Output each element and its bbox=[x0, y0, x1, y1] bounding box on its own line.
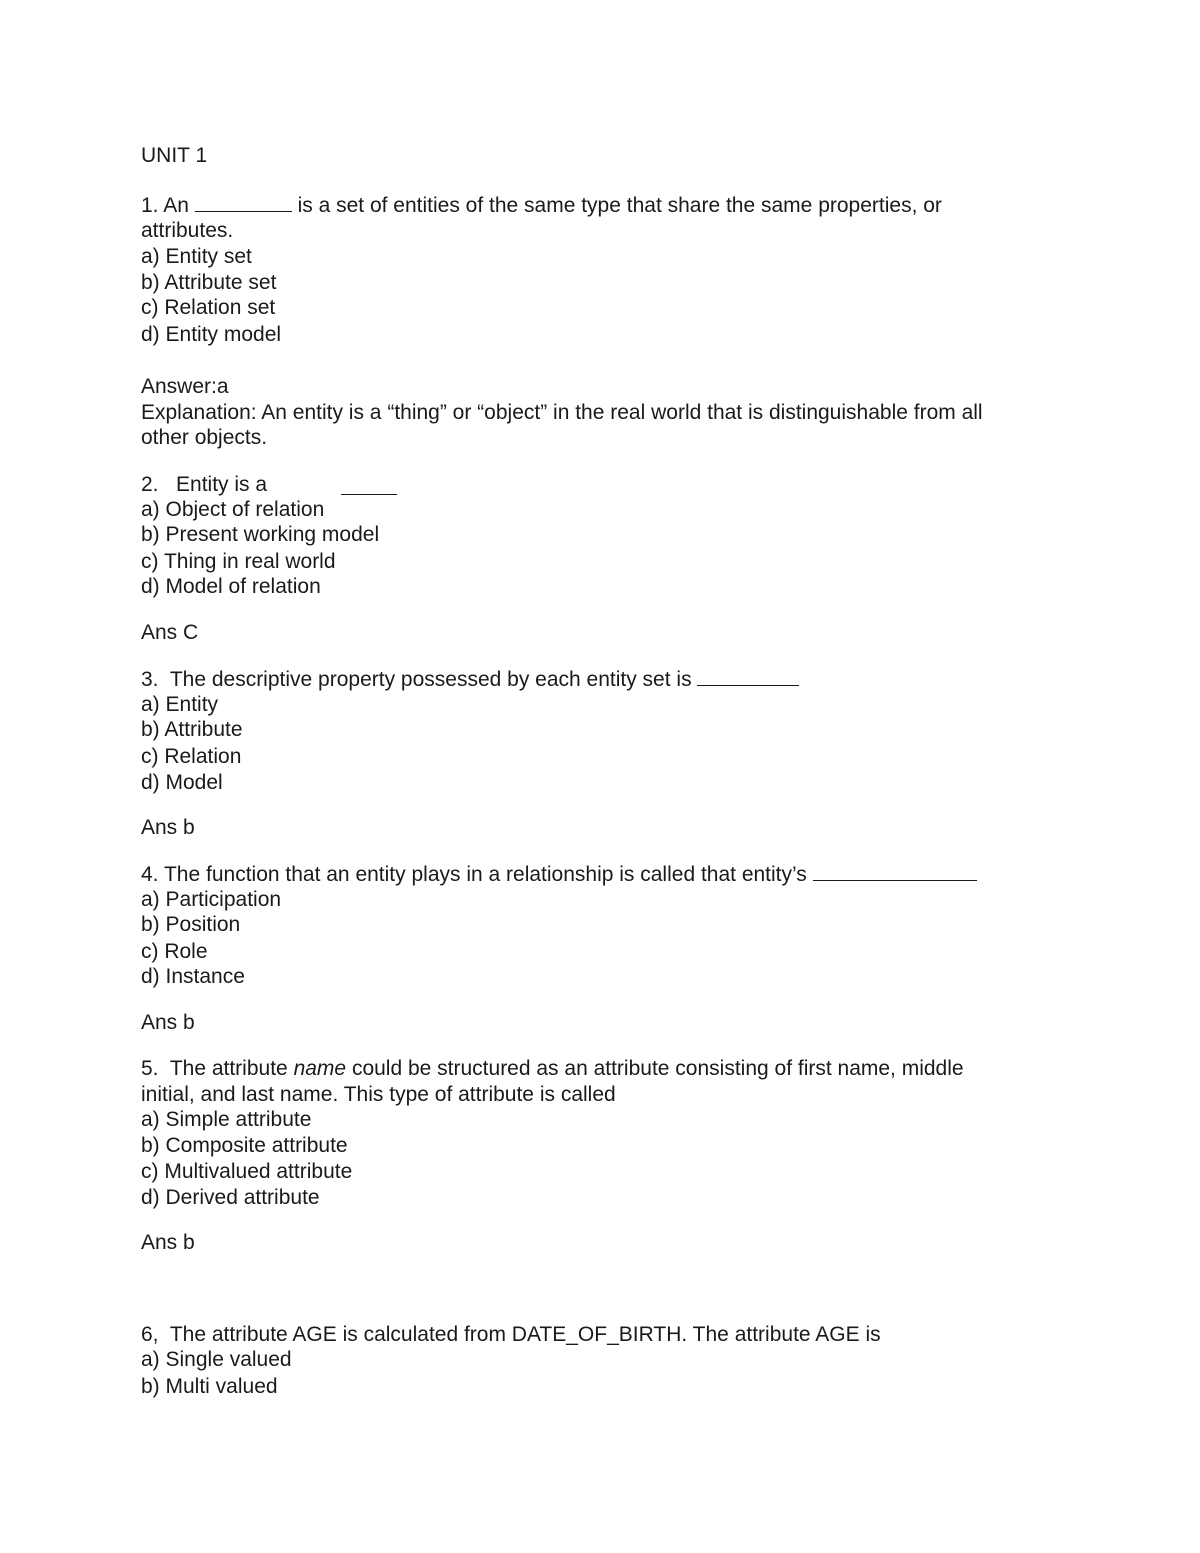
question-3 bbox=[141, 667, 799, 693]
explanation-line-1: Explanation: An entity is a “thing” or “object” in the real world that is distinguishable from all bbox=[141, 401, 983, 424]
question-number: 4. bbox=[141, 863, 159, 886]
unit-title: UNIT 1 bbox=[141, 144, 208, 167]
question-text-end: could be structured as an attribute consisting of first name, middle bbox=[351, 1057, 964, 1080]
question-number: 2. bbox=[141, 473, 159, 496]
question-6 bbox=[141, 1322, 881, 1348]
question-1-continued: attributes. bbox=[141, 219, 234, 242]
question-text-end: is a set of entities of the same type that share the same properties, or bbox=[297, 194, 942, 217]
question-2 bbox=[141, 472, 267, 498]
italic-term: name bbox=[293, 1057, 347, 1080]
question-text: The function that an entity plays in a relationship is called that entity’s bbox=[163, 863, 807, 886]
option-a: a) Simple attribute bbox=[141, 1108, 312, 1131]
question-text: Entity is a bbox=[176, 473, 268, 496]
option-b: b) Multi valued bbox=[141, 1375, 278, 1398]
option-b: b) Position bbox=[141, 913, 241, 936]
option-a: a) Single valued bbox=[141, 1348, 292, 1371]
option-d: d) Entity model bbox=[141, 323, 282, 346]
option-c: c) Relation set bbox=[141, 296, 276, 319]
answer-blank bbox=[195, 193, 292, 212]
option-a: a) Participation bbox=[141, 888, 282, 911]
option-b: b) Attribute set bbox=[141, 271, 277, 294]
option-d: d) Model bbox=[141, 771, 223, 794]
question-number: 6, bbox=[141, 1323, 159, 1346]
option-a: a) Object of relation bbox=[141, 498, 325, 521]
option-c: c) Relation bbox=[141, 745, 242, 768]
option-d: d) Model of relation bbox=[141, 575, 321, 598]
question-1 bbox=[141, 193, 942, 219]
option-a: a) Entity set bbox=[141, 245, 252, 268]
question-number: 3. bbox=[141, 668, 159, 691]
question-text-start: An bbox=[163, 194, 189, 217]
option-b: b) Attribute bbox=[141, 718, 243, 741]
answer-1: Answer:a bbox=[141, 375, 229, 398]
option-c: c) Thing in real world bbox=[141, 550, 336, 573]
option-b: b) Composite attribute bbox=[141, 1134, 348, 1157]
answer-3: Ans b bbox=[141, 816, 195, 839]
question-5 bbox=[141, 1056, 964, 1082]
answer-4: Ans b bbox=[141, 1011, 195, 1034]
question-text: The descriptive property possessed by each entity set is bbox=[169, 668, 692, 691]
option-b: b) Present working model bbox=[141, 523, 380, 546]
option-d: d) Instance bbox=[141, 965, 245, 988]
explanation-line-2: other objects. bbox=[141, 426, 268, 449]
question-number: 1. bbox=[141, 194, 159, 217]
answer-blank bbox=[697, 667, 799, 686]
answer-blank bbox=[341, 476, 397, 495]
answer-2: Ans C bbox=[141, 621, 199, 644]
option-c: c) Role bbox=[141, 940, 208, 963]
question-number: 5. bbox=[141, 1057, 159, 1080]
option-a: a) Entity bbox=[141, 693, 219, 716]
option-c: c) Multivalued attribute bbox=[141, 1160, 353, 1183]
question-text-start: The attribute bbox=[169, 1057, 288, 1080]
question-4 bbox=[141, 862, 977, 888]
answer-blank bbox=[813, 862, 977, 881]
option-d: d) Derived attribute bbox=[141, 1186, 320, 1209]
question-5-continued: initial, and last name. This type of attribute is called bbox=[141, 1083, 616, 1106]
question-text: The attribute AGE is calculated from DATE_OF_BIRTH. The attribute AGE is bbox=[169, 1323, 881, 1346]
answer-5: Ans b bbox=[141, 1231, 195, 1254]
